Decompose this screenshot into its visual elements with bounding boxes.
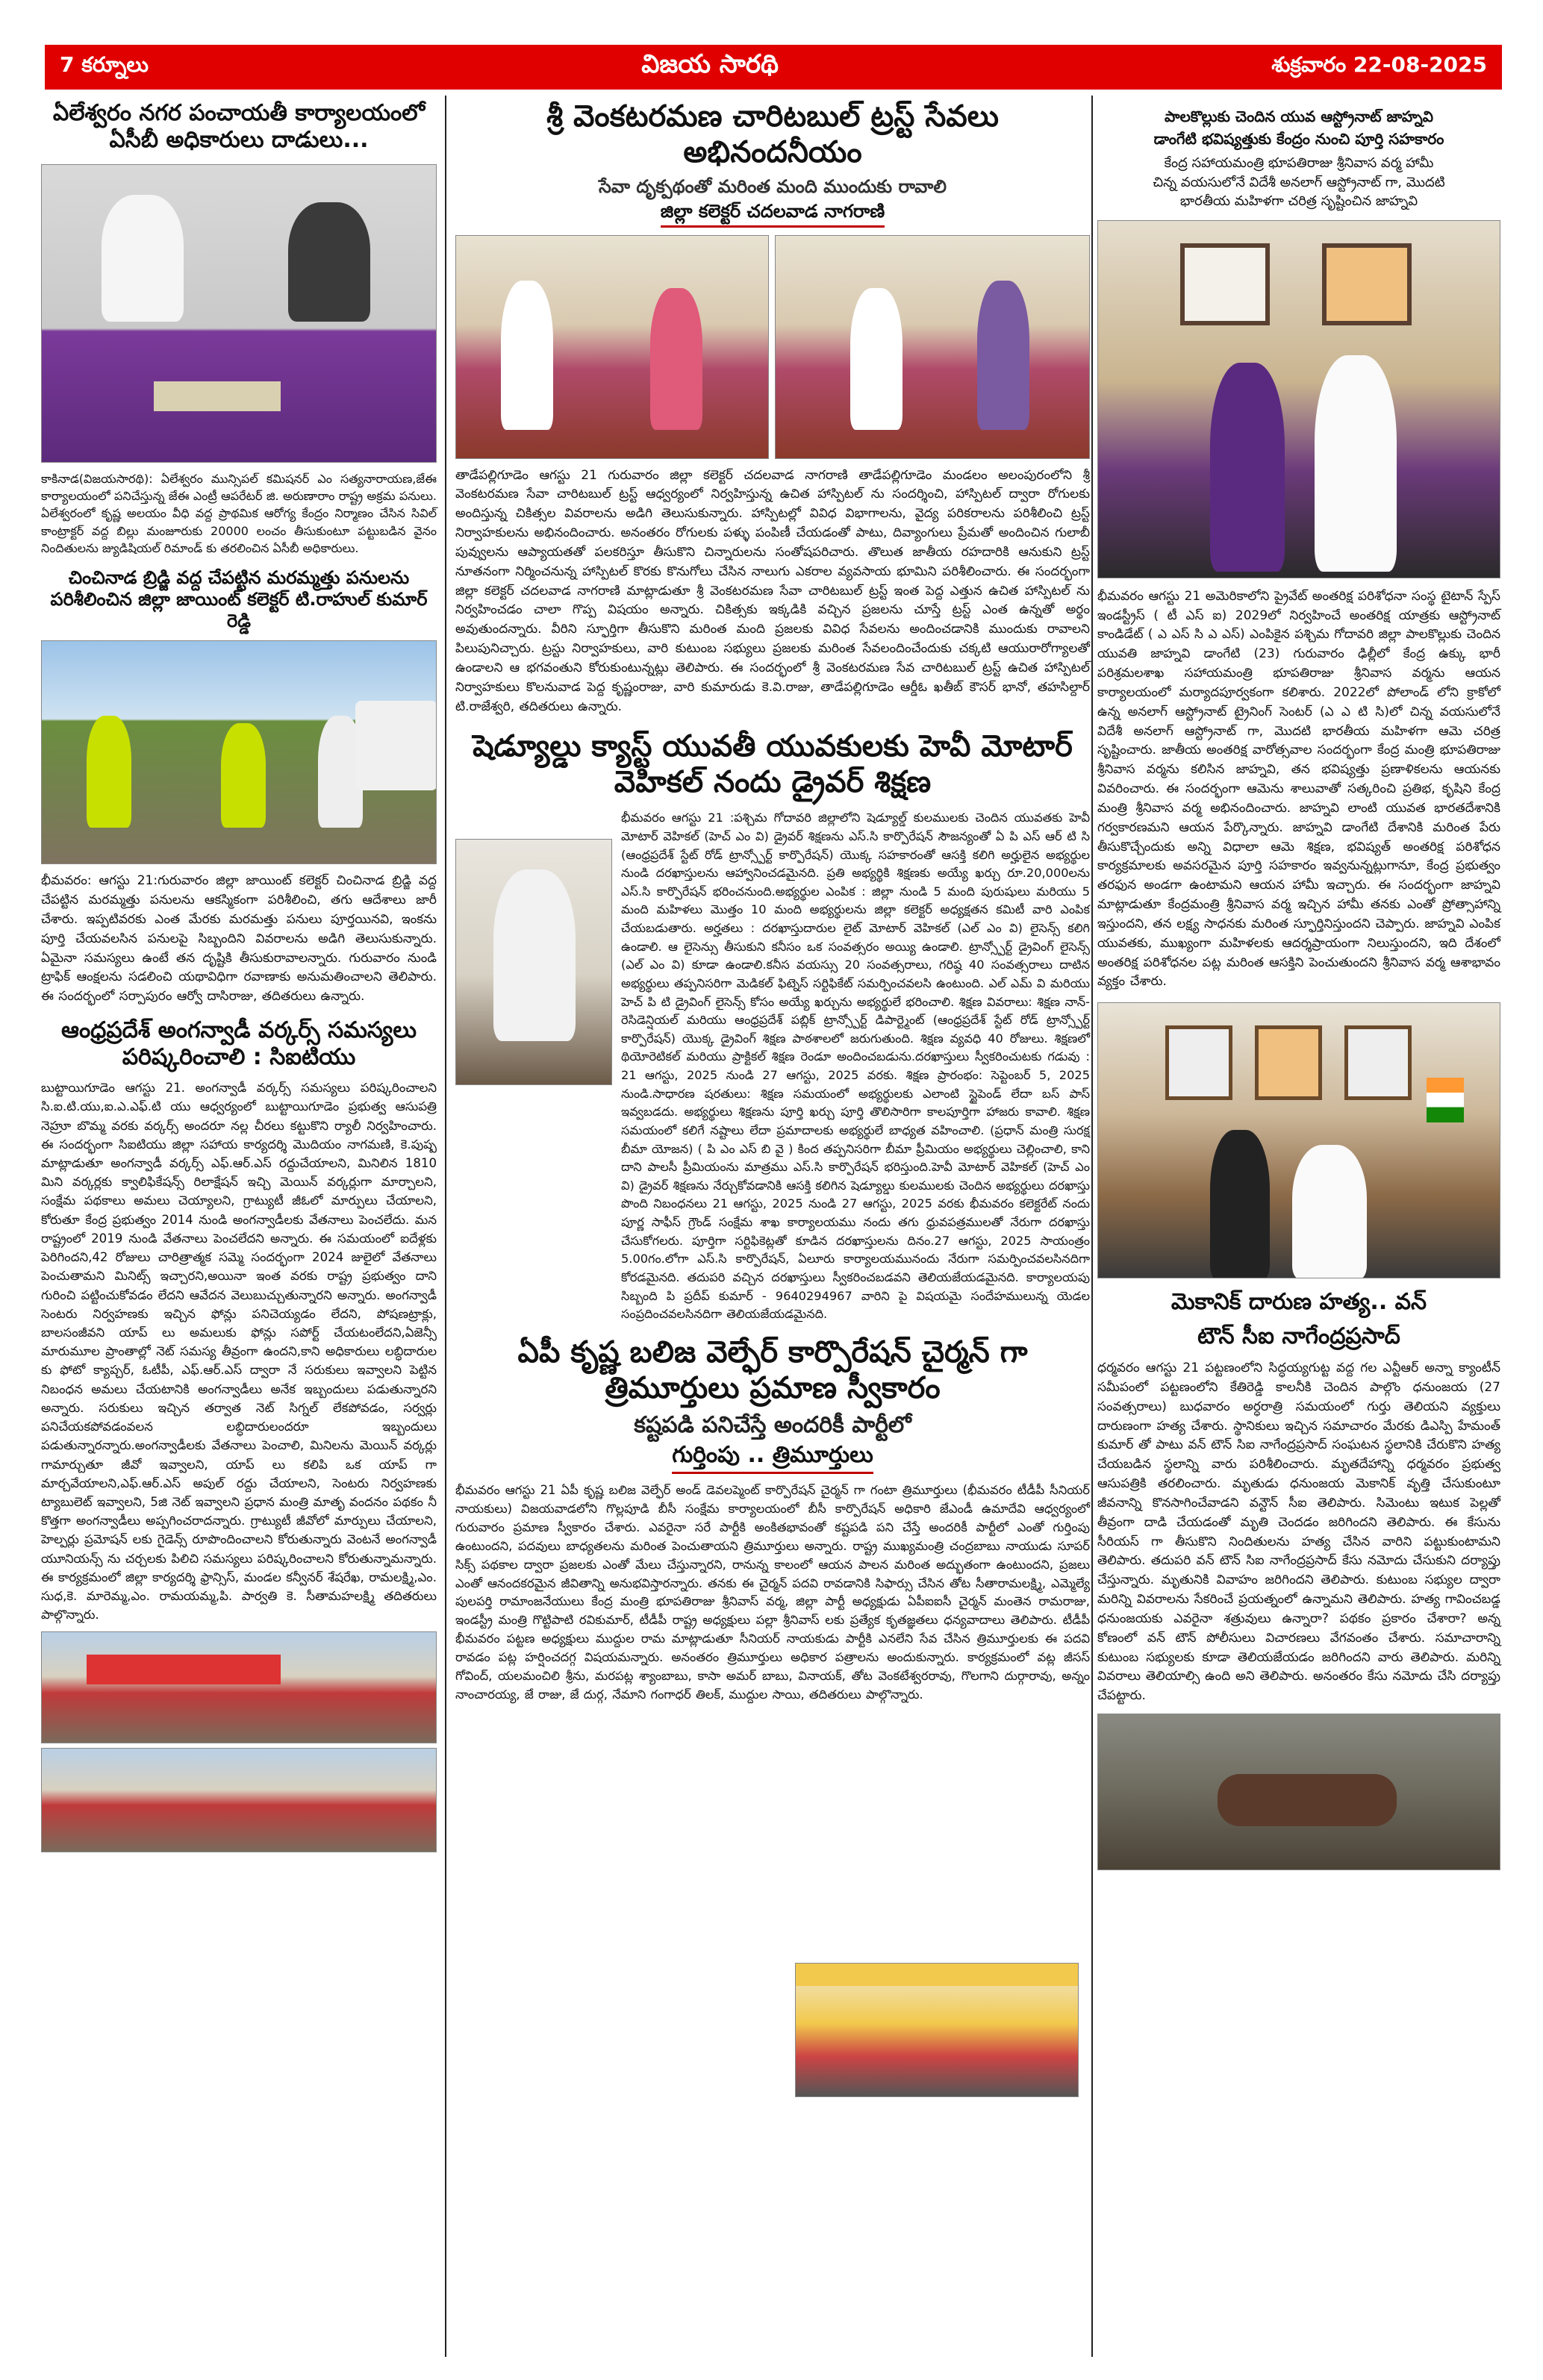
body-trust: తాడేపల్లిగూడెం ఆగస్టు 21 గురువారం జిల్లా కలెక్టర్ చదలవాడ నాగరాణి తాడేపల్లిగూడెం మండలం అలంపురంలోని శ్రీ వెంకటరమణ సేవా చారిటబుల్ ట్రస్ట్ ఆధ్వర్యంలో నిర్వహిస్తున్న ఉచిత హాస్పిటల్ ను సందర్శించి, హాస్పిటల్ ద్వారా రోగులకు అందిస్తున్న చికిత్సల వివరాలను అడిగి తెలుసుకున్నారు. హాస్పిటల్లో వివిధ విభాగాలను, వైద్య పరికరాలను పరిశీలించి ట్రస్ట్ నిర్వాహకులను అభినందించారు. అనంతరం రోగులకు పళ్ళు పంపిణీ చేయడంతో పాటు, దివ్యాంగులు ప్రేమతో అందించిన గులాబీ పువ్వులను ఆప్యాయతతో పలకరిస్తూ తీసుకొని చిన్నారులను సంతోషపరిచారు. తొలుత జాతీయ రహదారికి ఆనుకుని ట్రస్ట్ నూతనంగా నిర్మించనున్న హాస్పిటల్ కొరకు కొనుగోలు చేసిన నాలుగు ఎకరాల వ్యవసాయ భూమిని పరిశీలించారు. ఈ సందర్భంగా జిల్లా కలెక్టర్ చదలవాడ నాగరాణి మాట్లాడుతూ శ్రీ వెంకటరమణ సేవా చారిటబుల్ ట్రస్ట్ ఇంత పెద్ద ఎత్తున ఉచిత హాస్పిటల్ ను నిర్వహించడం చాలా గొప్ప విషయం అన్నారు. చికిత్సకు ఇక్కడికి వచ్చిన ప్రజలను చూస్తే ట్రస్ట్ ఎంత ఉన్నతో అర్థం అవుతుందన్నారు. వీరిని స్ఫూర్తిగా తీసుకొని మరింత మంది ప్రజలకు వివిధ సేవలను అందించడానికి ముందుకు రావాలని పిలుపునిచ్చారు. ట్రస్టు నిర్వాహకులు, వారి కుటుంబ సభ్యులు ప్రజలకు మరింత సేవలందించేందుకు చక్కటి ఆయురారోగ్యాలతో ఉండాలని ఆ భగవంతుని కోరుకుంటున్నట్లు తెలిపారు. ఈ సందర్భంలో శ్రీ వెంకటరమణ సేవ చారిటబుల్ ట్రస్ట్ ఉచిత హాస్పిటల్ నిర్వాహకులు కొలనువాడ పెద్ద కృష్ణంరాజు, వారి కుమారుడు కె.వి.రాజు, తాడేపల్లిగూడెం ఆర్డీఓ ఖతీబ్ కౌసర్ భానో, తహసిల్దార్ టి.రాజేశ్వరి, తదితరులు ఉన్నారు. bbox=[455, 467, 1090, 714]
issue-date: శుక్రవారం 22-08-2025 bbox=[1271, 52, 1487, 77]
headline-mechanic-murder: మెకానిక్ దారుణ హత్య.. వన్ bbox=[1171, 1289, 1427, 1316]
headline-astronaut-support: డాంగేటి భవిష్యత్తుకు కేంద్రం నుంచి పూర్తి సహకారం bbox=[1153, 130, 1444, 148]
photo-oath-ceremony bbox=[795, 1963, 1079, 2097]
caption-acb-raid: కాకినాడ(విజయసారథి): ఏలేశ్వరం మున్సిపల్ కమిషనర్ ఎం సత్యనారాయణ,జేఈ కార్యాలయంలో పనిచేస్తున్న జేఈ ఎంట్రీ ఆపరేటర్ జి. అరుణారాం రాష్ట్ర అక్రమ పనులు. ఏలేశ్వరంలో కృష్ణ అలయం వీధి వద్ద ప్రాథమిక ఆరోగ్య కేంద్రం నిర్మాణం చేసిన సివిల్ కాంట్రాక్టర్ వద్ద బిల్లు మంజూరుకు 20000 లంచం తీసుకుంటూ పట్టుబడిన వైనం నిందితులను జ్యుడిషియల్ రిమాండ్ కు తరలించిన ఏసీబీ అధికారులు. bbox=[41, 472, 437, 555]
person-figure bbox=[850, 288, 903, 430]
person-figure bbox=[501, 281, 553, 430]
headline-bridge-inspection: చించినాడ బ్రిడ్జి వద్ద చేపట్టిన మరమ్మత్తు పనులను పరిశీలించిన జిల్లా జాయింట్ కలెక్టర్ టి.రాహుల్ కుమార్ రెడ్డి bbox=[50, 566, 428, 631]
photo-crime-scene bbox=[1097, 1714, 1500, 1870]
photo-official-portrait bbox=[455, 839, 612, 1085]
column-center bbox=[455, 96, 1090, 1705]
body-bridge-inspection: భీమవరం: ఆగస్టు 21:గురువారం జిల్లా జాయింట్ కలెక్టర్ చించినాడ బ్రిడ్జి వద్ద చేపట్టిన మరమ్మత్తు పనులను ఆకస్మికంగా పరిశీలించి, తగు ఆదేశాలు జారీ చేశారు. ఇప్పటివరకు ఎంత మేరకు మరమత్తు పనులు పూర్తయినవి, ఇంకను పూర్తి చేయవలసిన పనులపై సిబ్బందిని వివరాలను అడిగి తెలుసుకున్నారు. ఏమైనా సమస్యలు ఉంటే తన దృష్టికి తీసుకురావాలన్నారు. గురువారం నుండి ట్రాఫిక్ ఆంక్షలను సడలించి యథావిధిగా రవాణాకు అనుమతించాలని తెలిపారు. ఈ సందర్భంలో సర్పాపురం ఆర్వో దాసిరాజు, తదితరులు ఉన్నారు. bbox=[41, 873, 437, 1005]
photo-acb-office bbox=[41, 164, 437, 463]
banner bbox=[796, 1964, 1079, 1986]
headline-astronaut: పాలకొల్లుకు చెందిన యువ ఆస్ట్రోనాట్ జాహ్నవి bbox=[1164, 107, 1434, 125]
column-rule bbox=[445, 96, 446, 2357]
wall-portrait bbox=[1322, 243, 1412, 325]
deck-trust: సేవా దృక్పథంతో మరింత మంది ముందుకు రావాలి bbox=[599, 176, 947, 197]
person-figure bbox=[288, 202, 370, 322]
newspaper-name: విజయ సారథి bbox=[641, 49, 779, 79]
worker-figure bbox=[87, 716, 131, 828]
wall-portrait bbox=[1255, 1025, 1322, 1100]
body-balija-corporation: భీమవరం ఆగస్టు 21 ఏపీ కృష్ణ బలిజ వెల్ఫేర్ అండ్ డెవలప్మెంట్ కార్పొరేషన్ చైర్మన్ గా గంటా త్రిమూర్తులు (భీమవరం టీడీపీ సీనియర్ నాయకులు) విజయవాడలోని గొల్లపూడి బీసీ సంక్షేమ కార్యాలయంలో బీసీ కార్పొరేషన్ అధికారి జేఎండీ ఉమాదేవి ఆధ్వర్యంలో గురువారం ప్రమాణ స్వీకారం చేశారు. ఎవరైనా సరే పార్టీకి అంకితభావంతో కష్టపడి పని చేస్తే అందరికీ పార్టీలో ఎంతో గుర్తింపు ఉంటుందని, పదవులు బాధ్యతలను మరింత పెంచుతాయని త్రిమూర్తులు అన్నారు. రాష్ట్ర ముఖ్యమంత్రి చంద్రబాబు నాయుడు సూపర్ సిక్స్ పథకాల ద్వారా ప్రజలకు ఎంతో మేలు చేస్తున్నారని, రానున్న కాలంలో ఆయన పాలన మరింత అద్భుతంగా ఉంటుందని, ప్రజలు ఎంతో ఆనందకరమైన జీవితాన్ని అనుభవిస్తారన్నారు. తనకు ఈ చైర్మన్ పదవి రావడానికి సిఫార్సు చేసిన తోట సీతారామలక్ష్మి, ఎమ్మెల్యే పులపర్తి రామాంజనేయులు కేంద్ర మంత్రి భూపతిరాజు శ్రీనివాస్ వర్మ, జిల్లా పార్టీ అధ్యక్షుడు ఏపీఐఐసీ చైర్మన్ మంతెన రామరాజు, ఇండస్ట్రీ మంత్రి గొట్టిపాటి రవికుమార్, టీడీపీ రాష్ట్ర అధ్యక్షులు పల్లా శ్రీనివాస్ లకు ప్రత్యేక కృతజ్ఞతలు ధన్యవాదాలు తెలిపారు. టీడీపీ భీమవరం పట్టణ అధ్యక్షులు ముద్దుల రామ మాట్లాడుతూ సీనియర్ నాయకుడు పార్టీకి ఎనలేని సేవ చేసిన త్రిమూర్తులకు ఈ పదవి రావడం పట్ల హర్షించదగ్గ విషయమన్నారు. అనంతరం త్రిమూర్తులు అధికార పత్రాలను అందుకున్నారు. కార్యక్రమంలో వట్ల జీసస్ గోవింద్, యలమంచిలి శ్రీను, మరపట్ల శ్యాంబాబు, కాసా అమర్ బాబు, వినాయక్, తోట వెంకటేశ్వరరావు, గొలగాని దుర్గారావు, అన్నం నాంచారయ్య, జే రాజు, జే దుర్గ, నేమాని గంగాధర్ తిలక్, ముద్దుల సాయి, తదితరులు పాల్గొన్నారు. bbox=[455, 1482, 1091, 1702]
body-mechanic-murder: ధర్మవరం ఆగస్టు 21 పట్టణంలోని సిద్ధయ్యగుట్ట వద్ద గల ఎన్టీఆర్ అన్నా క్యాంటీన్ సమీపంలో పట్టణంలోని కేతిరెడ్డి కాలనీకి చెందిన పాల్గొం ధనుంజయ (27 సంవత్సరాలు) బుధవారం అర్ధరాత్రి సమయంలో గుర్తు తెలియని వ్యక్తులు దారుణంగా హత్య చేశారు. స్థానికులు ఇచ్చిన సమాచారం మేరకు డిఎస్పి హేమంత్ కుమార్ తో పాటు వన్ టౌన్ సిఐ నాగేంద్రప్రసాద్ సంఘటన స్థలానికి చేరుకొని హత్య చేయబడిన స్థలాన్ని వారు పరిశీలించారు. మృతదేహాన్ని ధర్మవరం ప్రభుత్వ ఆసుపత్రికి తరలించారు. మృతుడు ధనుంజయ మెకానిక్ వృత్తి చేసుకుంటూ జీవనాన్ని కొనసాగించేవాడని వన్టౌన్ సీఐ తెలిపారు. సిమెంటు ఇటుక పెల్లతో తీవ్రంగా దాడి చేయడంతో మృతి చెందడం జరిగిందని తెలిపారు. ఈ కేసును సీరియస్ గా తీసుకొని నిందితులను హత్య చేసిన వారిని పట్టుకుంటామని తెలిపారు. తదుపరి వన్ టౌన్ సిఐ నాగేంద్రప్రసాద్ కేసు నమోదు చేసుకుని దర్యాప్తు చేస్తున్నారు. మృతునికి వివాహం జరిగిందని తెలిపారు. కుటుంబ సభ్యుల ద్వారా మరిన్ని వివరాలను సేకరించే ప్రయత్నంలో ఉన్నామని తెలిపారు. హత్య గావించబడ్డ ధనుంజయకు ఎవరైనా శత్రువులు ఉన్నారా? పథకం ప్రకారం చేశారా? అన్న కోణంలో వన్ టౌన్ పోలీసులు విచారణలు వేగవంతం చేశారు. సమాచారాన్ని కుటుంబ సభ్యులకు కూడా తెలియజేయడం జరిగిందని వారు తెలిపారు. మరిన్ని వివరాలు తెలియాల్సి ఉంది అని తెలిపారు. అనంతరం కేసు నమోదు చేసి దర్యాప్తు చేపట్టారు. bbox=[1097, 1361, 1500, 1704]
page-number: 7 కర్నూలు bbox=[60, 52, 149, 77]
photo-bridge-inspection bbox=[41, 640, 437, 864]
column-rule bbox=[1091, 96, 1093, 2357]
body-driver-training: భీమవరం ఆగస్టు 21 :పశ్చిమ గోదావరి జిల్లాలోని షెడ్యూల్డ్ కులములకు చెందిన యువతకు హెవీ మోటార్ వెహికల్ (హెచ్ ఎం వి) డ్రైవర్ శిక్షణను ఎస్.సి కార్పొరేషన్ సౌజన్యంతో ఏ పి ఎస్ ఆర్ టి సి (ఆంధ్రప్రదేశ్ స్టేట్ రోడ్ ట్రాన్స్పోర్ట్ కార్పొరేషన్) యొక్క సహకారంతో ఆసక్తి కలిగి అర్హులైన అభ్యర్థుల నుండి దరఖాస్తులను ఆహ్వానించడమైనది. ప్రతి అభ్యర్థికి శిక్షణకు అయ్యే ఖర్చు రూ.20,000లను ఎస్.సి కార్పొరేషన్ భరించనుంది.అభ్యర్థుల ఎంపిక : జిల్లా నుండి 5 మంది పురుషులు మరియు 5 మంది మహిళలు మొత్తం 10 మంది అభ్యర్థులను జిల్లా కలెక్టర్ అధ్యక్షతన కమిటీ వారి ఎంపిక చేయబడుతారు. అర్హతలు : దరఖాస్తుదారుల లైట్ మోటార్ వెహికల్ (ఎల్ ఎం వి) లైసెన్స్ కలిగి ఉండాలి. ఆ లైసెన్సు తీసుకుని కనీసం ఒక సంవత్సరం అయ్యి ఉండాలి. ట్రాన్స్పోర్ట్ డ్రైవింగ్ లైసెన్స్ (ఎల్ ఎం వి) కూడా ఉండాలి.కనీస వయస్సు 20 సంవత్సరాలు, గరిష్ఠ 40 సంవత్సరాలు దాటిన అభ్యర్థులు తప్పనిసరిగా మెడికల్ ఫిట్నెస్ సర్టిఫికేట్ సమర్పించవలసి ఉంటుంది. ఎల్ ఎమ్ వి మరియు హెచ్ పి టి డ్రైవింగ్ లైసెన్స్ కోసం అయ్యే ఖర్చును అభ్యర్థులే భరించాలి. శిక్షణ వివరాలు: శిక్షణ నాన్-రెసిడెన్షియల్ మరియు ఆంధ్రప్రదేశ్ పబ్లిక్ ట్రాన్స్పోర్ట్ డిపార్ట్మెంట్ (ఆంధ్రప్రదేశ్ స్టేట్ రోడ్ ట్రాన్స్పోర్ట్ కార్పొరేషన్) యొక్క డ్రైవింగ్ శిక్షణ పాఠశాలలో జరుగుతుంది. శిక్షణ వ్యవధి 40 రోజులు. శిక్షణలో థియోరెటికల్ మరియు ప్రాక్టికల్ శిక్షణ రెండూ అందించబడును.దరఖాస్తులు స్వీకరించుటకు గడువు : 21 ఆగస్టు, 2025 నుండి 27 ఆగస్టు, 2025 వరకు. శిక్షణ ప్రారంభం: సెప్టెంబర్ 5, 2025 నుండి.సాధారణ షరతులు: శిక్షణ సమయంలో అభ్యర్థులకు ఎలాంటి స్టైపెండ్ లేదా బస్ పాస్ ఇవ్వబడదు. అభ్యర్థులు శిక్షణను పూర్తి ఖర్చు పూర్తి తొలిసారిగా కాలపూర్తిగా హాజరు కావాలి. శిక్షణ సమయంలో కలిగే నష్టాలు లేదా ప్రమాదాలకు అభ్యర్థులే బాధ్యత వహించాలి. (ప్రధాన్ మంత్రి సురక్ష బీమా యోజన) ( పి ఎం ఎస్ బి వై ) కింద తప్పనిసరిగా బీమా ప్రీమియం అభ్యర్థులు చెల్లించాలి, కాని దాని పాలసీ ప్రీమియంను మాత్రము ఎస్.సి కార్పొరేషన్ భరిస్తుంది.హెవీ మోటార్ వెహికల్ (హెచ్ ఎం వి) డ్రైవర్ శిక్షణను నేర్చుకోవడానికి ఆసక్తి కలిగిన షెడ్యూల్డు కులములకు చెందిన అభ్యర్థులు దరఖాస్తు పొంది నిబంధనలు 21 ఆగస్టు, 2025 నుండి 27 ఆగస్టు, 2025 వరకు భీమవరం కలెక్టరేట్ నందు పూర్ణ సాఫీస్ గ్రౌండ్ సంక్షేమ శాఖ కార్యాలయము నందు తగు ధ్రువపత్రములతో నేరుగా దరఖాస్తు చేసుకోగలరు. పూర్తిగా సర్టిఫికెట్లతో కూడిన దరఖాస్తులను దినం.27 ఆగస్టు, 2025 సాయంత్రం 5.00గం.లోగా ఎస్.సి కార్పొరేషన్, ఏలూరు కార్యాలయమునందు నేరుగా సమర్పించవలసినదిగా కోరడమైనది. తదుపరి వచ్చిన దరఖాస్తులు స్వీకరించబడవని తెలియజేయడమైనది. కార్యాలయపు సిబ్బంది పి ప్రదీప్ కుమార్ - 9640294967 వారిని పై విషయమై సందేహములున్న యెడల సంప్రదించవలసినదిగా తెలియజేయడమైనది. bbox=[621, 810, 1090, 1322]
deck-astronaut-assurance: కేంద్ర సహాయమంత్రి భూపతిరాజు శ్రీనివాస వర్మ హామీ bbox=[1164, 155, 1434, 171]
minister-figure bbox=[1315, 355, 1397, 572]
column-left bbox=[41, 96, 437, 1852]
headline-driver-training: షెడ్యూల్డు క్యాస్ట్ యువతీ యువకులకు హెవీ మోటార్ వెహికల్ నందు డ్రైవర్ శిక్షణ bbox=[473, 729, 1073, 800]
photo-trust-visit bbox=[455, 235, 769, 459]
photo-astronaut-meeting bbox=[1097, 220, 1500, 578]
deck-balija: కష్టపడి పనిచేస్తే అందరికీ పార్టీలో bbox=[634, 1411, 911, 1438]
photo-anganwadi-rally bbox=[41, 1748, 437, 1852]
masthead bbox=[45, 45, 1502, 90]
minister-figure bbox=[1292, 1145, 1367, 1278]
wall-portrait bbox=[1165, 1025, 1232, 1100]
headline-mechanic-ci: టౌన్ సీఐ నాగేంద్రప్రసాద్ bbox=[1197, 1323, 1400, 1350]
vehicle bbox=[355, 701, 437, 790]
person-figure bbox=[1210, 1130, 1270, 1278]
cash-bundle bbox=[154, 381, 281, 411]
headline-anganwadi: ఆంధ్రప్రదేశ్ అంగన్వాడీ వర్కర్స్ సమస్యలు పరిష్కరించాలి : సిఐటియు bbox=[61, 1017, 417, 1071]
photo-anganwadi-rally bbox=[41, 1631, 437, 1743]
column-right bbox=[1097, 96, 1500, 1870]
wall-portrait bbox=[1180, 243, 1270, 325]
headline-trust: శ్రీ వెంకటరమణ చారిటబుల్ ట్రస్ట్ సేవలు అభినందనీయం bbox=[546, 99, 999, 169]
body-outline bbox=[1218, 1774, 1397, 1826]
headline-acb-raid: ఏలేశ్వరం నగర పంచాయతీ కార్యాలయంలో ఏసీబీ అధికారులు దాడులు... bbox=[52, 100, 426, 153]
photo-trust-roses bbox=[775, 235, 1090, 459]
body-anganwadi: బుట్టాయిగూడెం ఆగస్టు 21. అంగన్వాడీ వర్కర్స్ సమస్యలు పరిష్కరించాలని సి.ఐ.టి.యు,ఐ.ఎ.ఎఫ్.టి యు ఆధ్వర్యంలో బుట్టాయిగూడెం ప్రభుత్వ ఆసుపత్రి నెహ్రూ బొమ్మ వరకు వర్కర్స్ అందరూ నల్ల చీరలు కట్టుకొని ర్యాలీ నిర్వహించారు. ఈ సందర్భంగా సిఐటియు జిల్లా సహాయ కార్యదర్శి మొదియం నాగమణి, కె.పుష్ప మాట్లాడుతూ అంగన్వాడీ వర్కర్స్ ఎఫ్.ఆర్.ఎస్ రద్దుచేయాలని, మినిలిన 1810 మిని వర్కర్లకు క్వాలిఫికేషన్స్ రిలాక్షేషన్ ఇచ్చి మెయిన్ వర్కర్లుగా మార్చాలని, సంక్షేమ పథకాలు అమలు చెయ్యాలని, గ్రాట్యుటీ జీఓలో మార్పులు చేయాలని, కోరుతూ కేంద్ర ప్రభుత్వం 2014 నుండి అంగన్వాడీలకు వేతనాలు పెంచలేదు. మన రాష్ట్రంలో 2019 నుండి వేతనాలు పెంచలేదని అన్నారు. ఈ సమయంలో ఐదేళ్లకు పెరిగిందని,42 రోజులు చారిత్రాత్మక సమ్మె సందర్భంగా 2024 జులైలో వేతనాలు పెంచుతామని మినిట్స్ ఇచ్చారని,అయినా ఇంత వరకు రాష్ట్ర ప్రభుత్వం దాని గురించి పట్టించుకోవడం లేదని ఆవేదన వెలుబుచ్చుతున్నారని అన్నారు. అంగన్వాడీ సెంటరు నిర్వహణకు ఇచ్చిన ఫోన్లు పనిచెయ్యడం లేదని, పోషణట్రాక్లు, బాలసంజీవని యాప్ లు అమలుకు ఫోన్లు సపోర్ట్ చేయటంలేదని,ఏజెన్సీ మారుమూల ప్రాంతాల్లో నెట్ సమస్య తీవ్రంగా ఉందని,కాని అధికారులు లబ్ధిదారుల కు ఫోటో క్యాప్చర్, ఓటీపీ, ఎఫ్.ఆర్.ఎస్ ద్వారా నే సరుకులు ఇవ్వాలని పెట్టిన నిబంధన అమలు చేయటానికి అంగన్వాడీలు అనేక ఇబ్బందులు పడుతున్నారని అన్నారు. సరుకులు ఇచ్చిన తర్వాత నెట్ సిగ్నల్ లేకపోవడం, సర్వర్లు పనిచేయకపోవడంవలన లబ్ధిదారులందరూ ఇబ్బందులు పడుతున్నారన్నారు.అంగన్వాడీలకు వేతనాలు పెంచాలి, మినిలను మెయిన్ వర్కర్లు గామార్చుతూ జీవో ఇవ్వాలని, యాప్ లు కలిపి ఒక యాప్ గా మార్చవేయాలని,ఎఫ్.ఆర్.ఎస్ అపుల్ రద్దు చేయాలని, సెంటరు నిర్వహణకు ట్యాబులెట్ ఇవ్వాలని, 5జి నెట్ ఇవ్వాలని ప్రధాన మంత్రి మాతృ వందనం పథకం నీ కొత్తగా అంగన్వాడీలు అప్పగించరాదన్నారు. గ్రాట్యుటీ జీవోలో మార్పులు చేయాలని, హెల్పర్లు ప్రమోషన్ లకు గైడెన్స్ రూపొందించాలని కోరుతున్నారు వెంటనే అంగన్వాడీ యూనియన్స్ ను చర్చలకు పిలిచి సమస్యలు పరిష్కరించాలని కోరుతున్నామన్నారు. ఈ కార్యక్రమంలో జిల్లా కార్యదర్శి ఫ్రాన్సిస్, మండల కన్వీనర్ శేషరేఖ, రామలక్ష్మి,ఎం. సుధ,కె. మారెమ్మ,ఎం. రామయమ్మ,పి. పార్వతి కె. సీతామహలక్ష్మి తదితరులు పాల్గొన్నారు. bbox=[41, 1081, 437, 1622]
collector-figure bbox=[977, 281, 1029, 430]
deck-balija-recognition: గుర్తింపు .. త్రిమూర్తులు bbox=[455, 1442, 1090, 1474]
deck-astronaut-history: చిన్న వయసులోనే విదేశీ అనలాగ్ ఆస్ట్రోనాట్ గా, మొదటి bbox=[1153, 174, 1445, 190]
person-figure bbox=[102, 195, 184, 322]
person-figure bbox=[650, 288, 702, 430]
astronaut-figure bbox=[1210, 363, 1285, 572]
deck-astronaut-first-woman: భారతీయ మహిళగా చరిత్ర సృష్టించిన జాహ్నవి bbox=[1179, 193, 1418, 210]
wall-portrait bbox=[1344, 1025, 1412, 1100]
deck-trust-collector: జిల్లా కలెక్టర్ చదలవాడ నాగరాణి bbox=[455, 201, 1090, 228]
body-astronaut: భీమవరం ఆగస్టు 21 అమెరికాలోని ప్రైవేట్ అంతరిక్ష పరిశోధనా సంస్థ టైటాన్ స్పేస్ ఇండస్ట్రీస్ ( టీ ఎస్ ఐ) 2029లో నిర్వహించే అంతరిక్ష యాత్రకు ఆస్ట్రోనాట్ కాండిడేట్ ( ఎ ఎస్ సి ఎ ఎస్) ఎంపికైన పశ్చిమ గోదావరి జిల్లా పాలకొల్లుకు చెందిన యువతి జాహ్నవి డాంగేటి (23) గురువారం ఢిల్లీలో కేంద్ర ఉక్కు భారీ పరిశ్రమలశాఖ సహాయమంత్రి భూపతిరాజు శ్రీనివాస వర్మను ఆయన కార్యాలయంలో మర్యాదపూర్వకంగా కలిశారు. 2022లో పోలాండ్ లోని క్రాకోలో ఉన్న అనలాగ్ ఆస్ట్రోనాట్ ట్రైనింగ్ సెంటర్ (ఎ ఎ టి సి)లో చిన్న వయసులోనే విదేశీ అనలాగ్ ఆస్ట్రోనాట్ గా, మొదటి భారతీయ మహిళగా ఆమె చరిత్ర సృష్టించారు. జాతీయ అంతరిక్ష వారోత్సవాల సందర్భంగా కేంద్ర మంత్రి భూపతిరాజు శ్రీనివాస వర్మను కలిసిన జాహ్నవి, తన భవిష్యత్తు ప్రణాళికలను ఆయనకు వివరించారు. ఈ సందర్భంగా ఆమెను శాలువాతో సత్కరించి ప్రతిభ, కృషిని కేంద్ర మంత్రి శ్రీనివాస వర్మ అభినందించారు. జాహ్నవి లాంటి యువత భారతదేశానికి గర్వకారణమని ఆయన పేర్కొన్నారు. జాహ్నవి డాంగేటి దేశానికి మరింత పేరు తీసుకొచ్చేందుకు అన్ని విధాలా ఆమె శిక్షణ, భవిష్యత్ అంతరిక్ష పరిశోధన కార్యక్రమాలకు అవసరమైన పూర్తి సహకారం ఇవ్వనున్నట్లుగానూ, కేంద్ర ప్రభుత్వం తరఫున అండగా ఉంటామని ఆయన హామీ ఇచ్చారు. ఈ సందర్భంగా జాహ్నవి మాట్లాడుతూ కేంద్రమంత్రి శ్రీనివాస వర్మ ఇచ్చిన హామీ తనకు ఎంతో ప్రోత్సాహాన్ని ఇస్తుందని, తన లక్ష్య సాధనకు మరింత స్ఫూర్తినిస్తుందని చెప్పారు. జాహ్నవి ఎంపిక యువతకు, ముఖ్యంగా మహిళలకు ఆదర్శప్రాయంగా నిలుస్తుందని, ఇది దేశంలో అంతరిక్ష పరిశోధనల పట్ల మరింత ఆసక్తిని పెంచుతుందని శ్రీనివాస వర్మ ఆశాభావం వ్యక్తం చేశారు. bbox=[1097, 588, 1500, 990]
banner bbox=[87, 1655, 281, 1684]
person-figure bbox=[493, 869, 576, 1041]
flag-icon bbox=[1427, 1078, 1464, 1122]
worker-figure bbox=[221, 723, 266, 828]
headline-balija-corporation: ఏపీ కృష్ణ బలిజ వెల్ఫేర్ కార్పొరేషన్ చైర్మన్ గా త్రిమూర్తులు ప్రమాణ స్వీకారం bbox=[517, 1334, 1028, 1405]
photo-minister-office bbox=[1097, 1002, 1500, 1278]
